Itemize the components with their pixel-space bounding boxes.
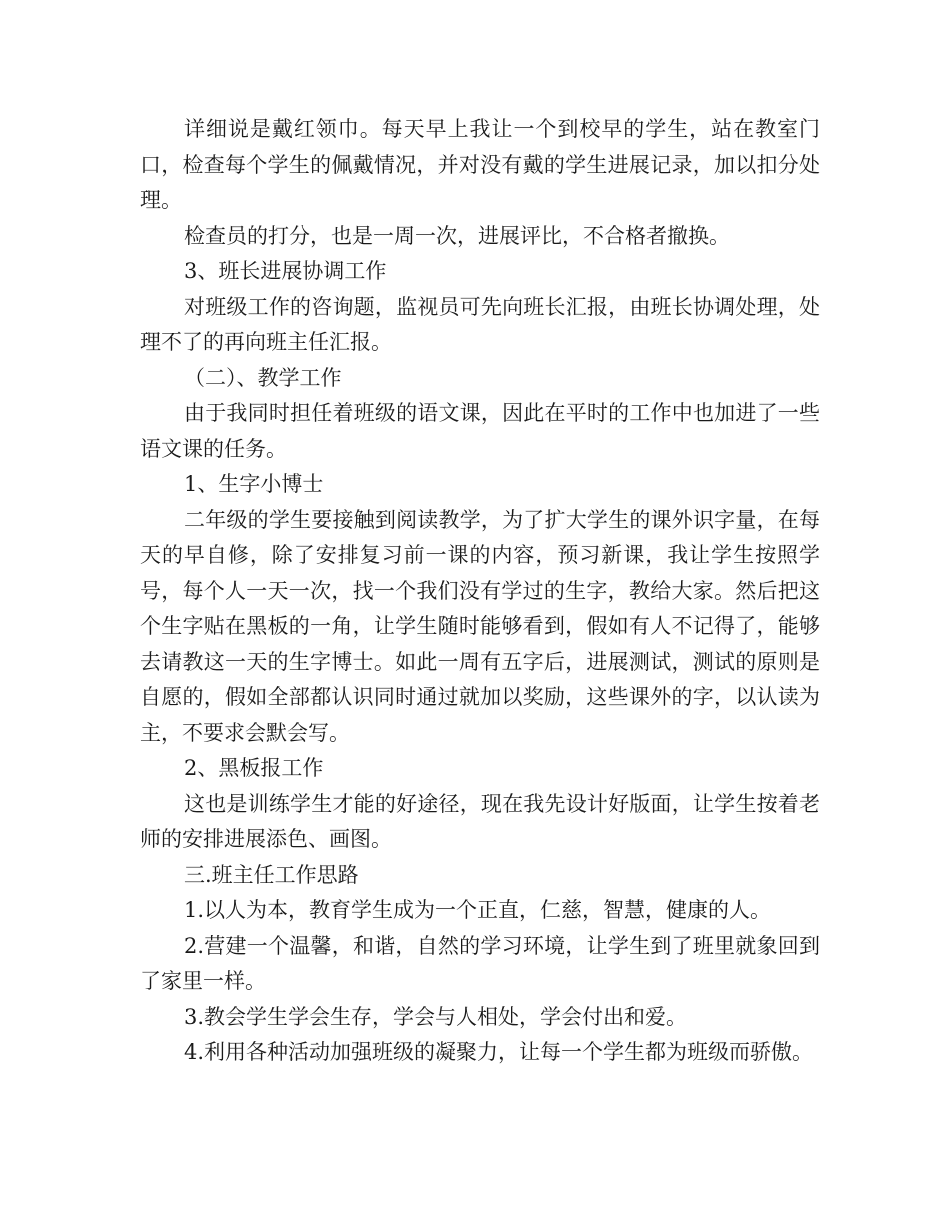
heading-work-ideas: 三.班主任工作思路 [184, 862, 359, 887]
document-body [140, 112, 820, 1071]
list-item-idea-2: 2.营建一个温馨，和谐，自然的学习环境，让学生到了班里就象回到了家里一样。 [140, 933, 820, 993]
paragraph-inspector-scoring: 检查员的打分，也是一周一次，进展评比，不合格者撤换。 [184, 223, 730, 248]
heading-blackboard: 2、黑板报工作 [184, 756, 324, 780]
list-item-idea-1: 1.以人为本，教育学生成为一个正直，仁慈，智慧，健康的人。 [184, 898, 772, 922]
list-item-idea-4: 4.利用各种活动加强班级的凝聚力，让每一个学生都为班级而骄傲。 [184, 1040, 814, 1064]
paragraph-red-scarf: 详细说是戴红领巾。每天早上我让一个到校早的学生，站在教室门口，检查每个学生的佩戴情况，并对没有戴的学生进展记录，加以扣分处理。 [140, 117, 820, 212]
paragraph-monitor-reporting: 对班级工作的咨询题，监视员可先向班长汇报，由班长协调处理，处理不了的再向班主任汇报。 [140, 294, 820, 354]
heading-character-doctor: 1、生字小博士 [184, 472, 324, 496]
heading-monitor-coordination: 3、班长进展协调工作 [184, 259, 387, 283]
paragraph-character-doctor: 二年级的学生要接触到阅读教学，为了扩大学生的课外识字量，在每天的早自修，除了安排复习前一课的内容，预习新课，我让学生按照学号，每个人一天一次，找一个我们没有学过的生字，教给大家。然后把这个生字贴在黑板的一角，让学生随时能够看到，假如有人不记得了，能够去请教这一天的生字博士。如此一周有五字后，进展测试，测试的原则是自愿的，假如全部都认识同时通过就加以奖励，这些课外的字，以认读为主，不要求会默会写。 [140, 507, 820, 745]
paragraph-chinese-class: 由于我同时担任着班级的语文课，因此在平时的工作中也加进了一些语文课的任务。 [140, 401, 820, 461]
paragraph-blackboard: 这也是训练学生才能的好途径，现在我先设计好版面，让学生按着老师的安排进展添色、画图。 [140, 791, 820, 851]
list-item-idea-3: 3.教会学生学会生存，学会与人相处，学会付出和爱。 [184, 1004, 688, 1029]
heading-teaching-work: （二）、教学工作 [184, 365, 342, 390]
